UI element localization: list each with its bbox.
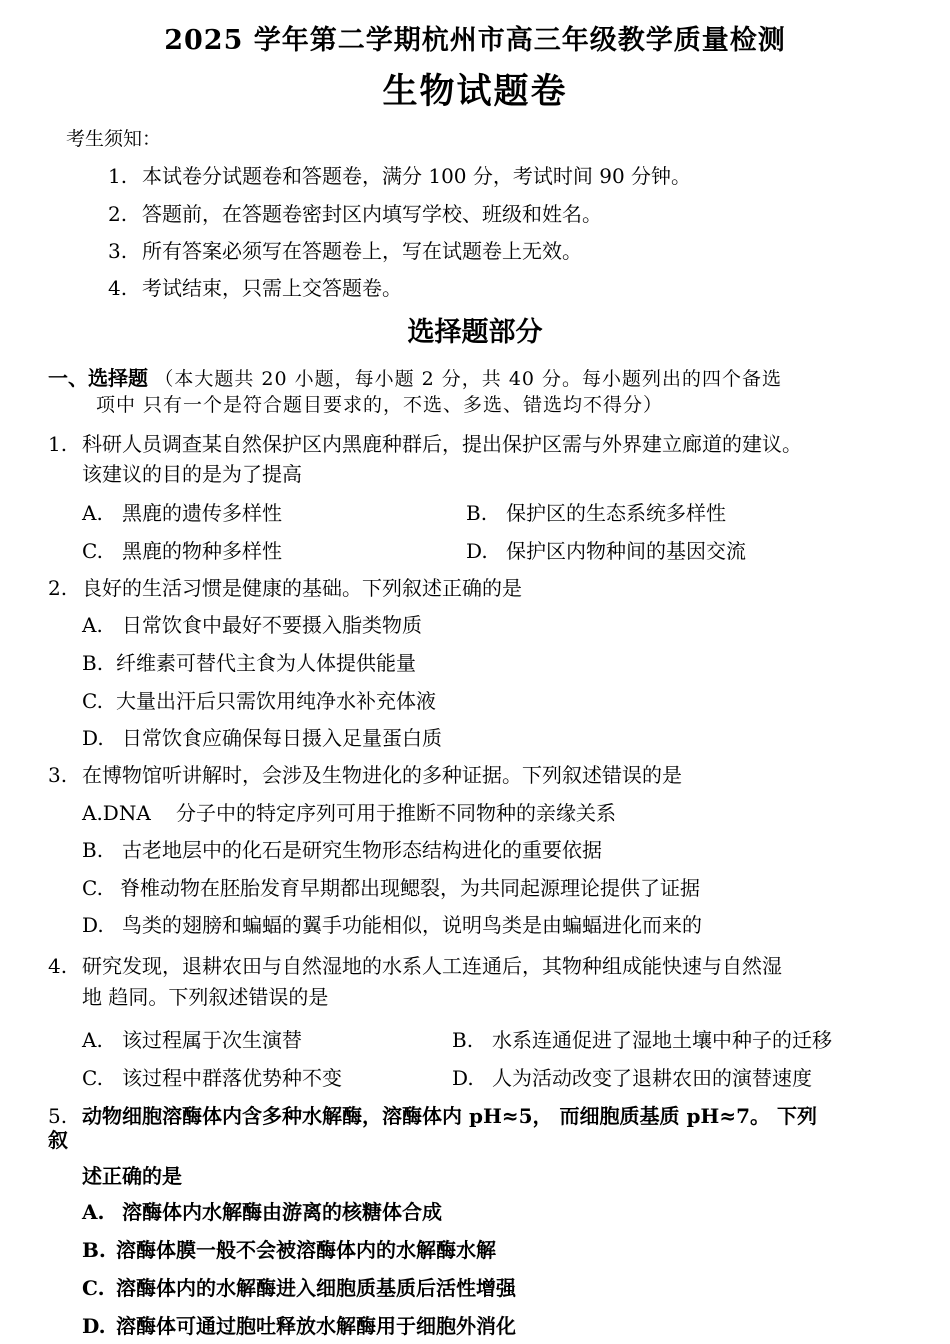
option-b — [82, 834, 602, 863]
option-text: 溶酶体内水解酶由游离的核糖体合成 — [122, 1200, 442, 1224]
option-text: 古老地层中的化石是研究生物形态结构进化的重要依据 — [122, 838, 602, 862]
notice-text: 考试结束，只需上交答题卷。 — [142, 276, 402, 300]
option-label: A.DNA — [82, 801, 151, 825]
option-label: A. — [82, 501, 103, 525]
option-label: C. — [82, 876, 103, 900]
option-text: 人为活动改变了退耕农田的演替速度 — [492, 1066, 812, 1090]
option-d — [82, 909, 702, 938]
option-label: D. — [82, 726, 104, 750]
notice-num: 4. — [108, 276, 128, 300]
option-c — [82, 1062, 342, 1091]
option-text: 纤维素可替代主食为人体提供能量 — [116, 651, 416, 675]
question-stem — [48, 1100, 817, 1129]
option-text: 鸟类的翅膀和蝙蝠的翼手功能相似，说明鸟类是由蝙蝠进化而来的 — [122, 913, 702, 937]
question-text-cont: 述正确的是 — [82, 1164, 182, 1188]
notice-text: 答题前，在答题卷密封区内填写学校、班级和姓名。 — [142, 202, 602, 226]
option-label: A. — [82, 1200, 105, 1224]
option-text: 脊椎动物在胚胎发育早期都出现鳃裂，为共同起源理论提供了证据 — [120, 876, 700, 900]
notice-item — [108, 272, 402, 301]
question-stem — [48, 572, 522, 601]
option-d — [452, 1062, 812, 1091]
notice-label: 考生须知： — [66, 128, 162, 150]
option-label: B. — [82, 1238, 106, 1262]
option-c — [82, 1272, 516, 1301]
question-number: 2. — [48, 576, 68, 600]
option-d — [82, 722, 442, 751]
option-a — [82, 1024, 302, 1053]
question-number: 4. — [48, 954, 68, 978]
option-text: 该过程中群落优势种不变 — [122, 1066, 342, 1090]
option-a — [82, 609, 422, 638]
option-text: 日常饮食中最好不要摄入脂类物质 — [122, 613, 422, 637]
question-text: 动物细胞溶酶体内含多种水解酶，溶酶体内 pH≈5， 而细胞质基质 pH≈7。 下列 — [82, 1104, 817, 1128]
option-label: C. — [82, 689, 103, 713]
question-stem — [48, 759, 682, 788]
question-text: 在博物馆听讲解时，会涉及生物进化的多种证据。下列叙述错误的是 — [82, 763, 682, 787]
question-stem — [48, 950, 782, 979]
question-text: 科研人员调查某自然保护区内黑鹿种群后，提出保护区需与外界建立廊道的建议。 — [82, 432, 802, 456]
part-heading — [48, 362, 782, 391]
option-label: B. — [82, 838, 104, 862]
exam-subtitle: 生物试题卷 — [382, 71, 568, 112]
option-label: B. — [452, 1028, 474, 1052]
part-description-cont: 项中 只有一个是符合题目要求的，不选、多选、错选均不得分） — [96, 394, 664, 416]
part-description: （本大题共 20 小题，每小题 2 分，共 40 分。每小题列出的四个备选 — [154, 368, 783, 390]
option-b — [82, 647, 416, 676]
notice-item — [108, 160, 691, 189]
option-text: 溶酶体内的水解酶进入细胞质基质后活性增强 — [116, 1276, 516, 1300]
question-text: 研究发现，退耕农田与自然湿地的水系人工连通后，其物种组成能快速与自然湿 — [82, 954, 782, 978]
option-text: 日常饮食应确保每日摄入足量蛋白质 — [122, 726, 442, 750]
option-text: 该过程属于次生演替 — [122, 1028, 302, 1052]
section-title: 选择题部分 — [407, 317, 543, 348]
option-c — [82, 685, 436, 714]
option-label: D. — [466, 539, 488, 563]
notice-item — [108, 235, 582, 264]
option-label: A. — [82, 613, 103, 637]
question-number: 3. — [48, 763, 68, 787]
question-number: 5. — [48, 1104, 68, 1128]
exam-title: 2025 学年第二学期杭州市高三年级教学质量检测 — [164, 25, 786, 56]
option-text: 溶酶体可通过胞吐释放水解酶用于细胞外消化 — [116, 1314, 516, 1338]
option-label: D. — [452, 1066, 474, 1090]
question-text-overflow: 叙 — [48, 1128, 68, 1152]
option-text: 保护区内物种间的基因交流 — [506, 539, 746, 563]
option-label: C. — [82, 1276, 105, 1300]
question-stem — [48, 428, 802, 457]
option-label: C. — [82, 539, 103, 563]
notice-text: 所有答案必须写在答题卷上，写在试题卷上无效。 — [142, 239, 582, 263]
option-text: 水系连通促进了湿地土壤中种子的迁移 — [492, 1028, 832, 1052]
option-b — [466, 497, 726, 526]
question-text: 良好的生活习惯是健康的基础。下列叙述正确的是 — [82, 576, 522, 600]
question-number: 1. — [48, 432, 68, 456]
question-text-cont: 地 趋同。下列叙述错误的是 — [82, 985, 329, 1009]
option-label: D. — [82, 1314, 106, 1338]
option-text: 溶酶体膜一般不会被溶酶体内的水解酶水解 — [116, 1238, 496, 1262]
option-text: 保护区的生态系统多样性 — [506, 501, 726, 525]
option-label: B. — [82, 651, 104, 675]
option-text: 黑鹿的物种多样性 — [122, 539, 282, 563]
option-b — [452, 1024, 832, 1053]
option-text: 分子中的特定序列可用于推断不同物种的亲缘关系 — [176, 801, 616, 825]
option-a — [82, 497, 282, 526]
option-c — [82, 872, 700, 901]
option-text: 大量出汗后只需饮用纯净水补充体液 — [116, 689, 436, 713]
option-label: A. — [82, 1028, 103, 1052]
option-label: D. — [82, 913, 104, 937]
notice-num: 2. — [108, 202, 128, 226]
question-text-cont: 该建议的目的是为了提高 — [82, 462, 302, 486]
notice-item — [108, 198, 602, 227]
part-heading-label: 一、选择题 — [48, 366, 148, 390]
option-label: B. — [466, 501, 488, 525]
option-text: 黑鹿的遗传多样性 — [122, 501, 282, 525]
option-d — [466, 535, 746, 564]
option-a — [82, 797, 616, 826]
option-b — [82, 1234, 496, 1263]
option-a — [82, 1196, 442, 1225]
notice-num: 3. — [108, 239, 128, 263]
option-d — [82, 1310, 516, 1339]
notice-num: 1. — [108, 164, 128, 188]
notice-text: 本试卷分试题卷和答题卷，满分 100 分，考试时间 90 分钟。 — [142, 164, 692, 188]
option-label: C. — [82, 1066, 103, 1090]
option-c — [82, 535, 282, 564]
